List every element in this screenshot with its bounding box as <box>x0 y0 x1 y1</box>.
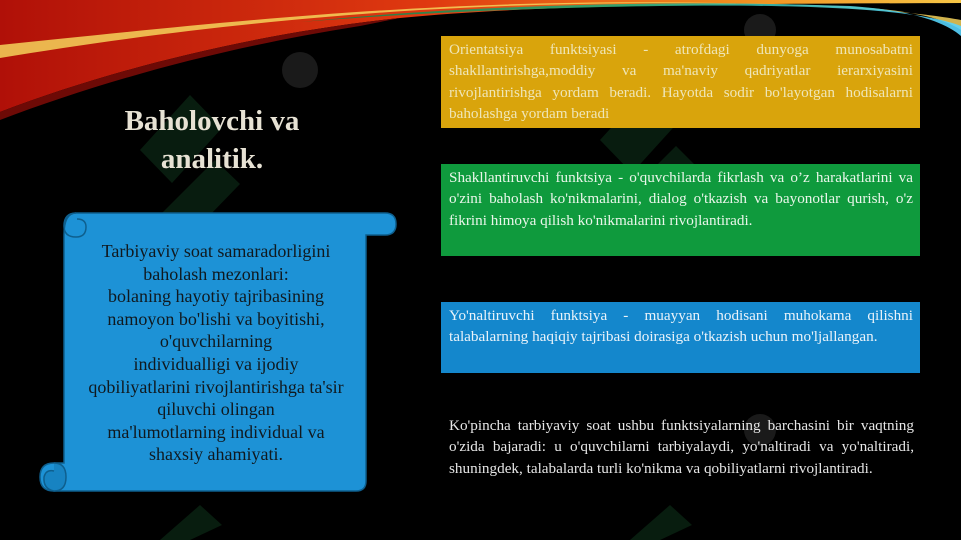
scroll-line: o'quvchilarning <box>159 331 273 352</box>
scroll-line: Tarbiyaviy soat samaradorligini <box>101 241 331 261</box>
summary-text: Ko'pincha tarbiyaviy soat ushbu funktsiyalarning barchasini bir vaqtning o'zida bajaradi: u o'quvchilarni tarbiyalaydi, yo'naltiradi va yo'naltiradi, shuningdek, talabalarda turli ko'nikma va qobiliyatlarni rivojlantiradi. <box>449 417 914 477</box>
directing-function-box: Yo'naltiruvchi funktsiya - muayyan hodisani muhokama qilishni talabalarning haqiqiy tajribasi doirasiga o'tkazish uchun mo'ljallangan. <box>441 302 920 373</box>
title-line-1: Baholovchi va <box>124 105 300 137</box>
scroll-line: bolaning hayotiy tajribasining <box>108 286 324 307</box>
orientation-function-box: Orientatsiya funktsiyasi - atrofdagi dunyoga munosabatni shakllantirishga,moddiy va ma'naviy qadriyatlar ierarxiyasini rivojlantirishga yordam beradi. Hayotda sodir bo'layotgan hodisalarni baholashga yordam beradi <box>441 36 920 128</box>
scroll-line: namoyon bo'lishi va boyitishi, <box>107 308 325 329</box>
scroll-line: individualligi va ijodiy <box>133 353 299 374</box>
scroll-text <box>66 240 366 466</box>
scroll-line: shaxsiy ahamiyati. <box>149 444 283 465</box>
scroll-line: qiluvchi olingan <box>157 399 275 420</box>
scroll-line: baholash mezonlari: <box>143 263 289 284</box>
title-line-2: analitik. <box>160 143 264 175</box>
forming-function-box: Shakllantiruvchi funktsiya - o'quvchilarda fikrlash va o’z harakatlarini va o'zini baholash ko'nikmalarini, dialog o'tkazish va bayonotlar qurish, o'z fikrini himoya qilish ko'nikmalarini rivojlantiradi. <box>441 164 920 256</box>
scroll-line: ma'lumotlarning individual va <box>107 421 325 442</box>
scroll-line: qobiliyatlarini rivojlantirishga ta'sir <box>88 376 344 397</box>
slide-title <box>92 102 332 178</box>
